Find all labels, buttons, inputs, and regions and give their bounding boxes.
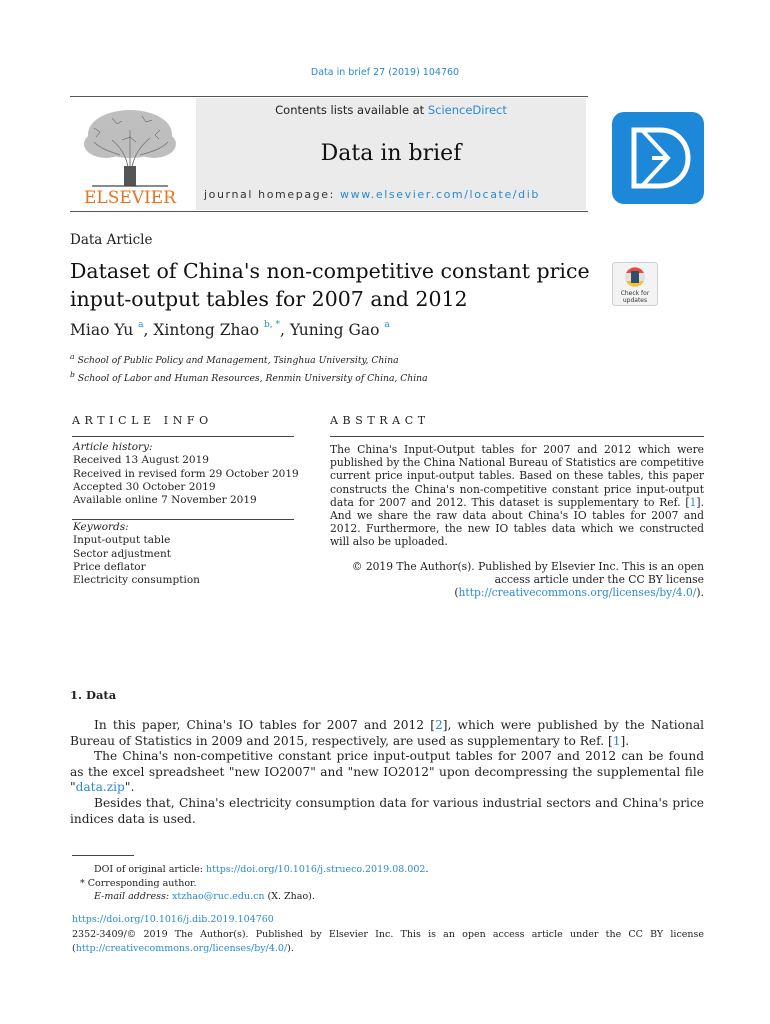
abstract-part: ]. And we share the raw data about China's IO tables for 2007 and 2012. Furthermore, the new IO tables data which we constructed will also be uploaded. [330,495,704,549]
text-run: DOI of original article: [94,864,206,875]
footnote-rule [72,855,134,856]
history-label: Article history: [73,441,153,453]
affiliation-text: School of Public Policy and Management, Tsinghua University, China [77,355,399,367]
abstract-rule [330,436,704,437]
body-paragraph [70,718,704,749]
section-body [70,718,704,827]
check-for-updates-icon[interactable] [612,262,658,306]
article-type: Data Article [70,232,153,248]
article-info-heading: ARTICLE INFO [72,414,213,427]
abstract-part: The China's Input-Output tables for 2007 and 2012 which were published by the China National Bureau of Statistics are competitive current price input-output tables. Based on these tables, this paper constructs the China's non-competitive constant price input-output data for 2007 and 2012. This dataset is supplementary to Ref. [ [330,443,704,509]
paper-title: Dataset of China's non-competitive constant price input-output tables for 2007 and 2012 [70,259,590,311]
license-statement [72,928,704,955]
keywords-rule [72,519,294,520]
article-history [73,441,299,507]
contents-prefix: Contents lists available at [275,103,428,117]
article-doi-link[interactable]: https://doi.org/10.1016/j.dib.2019.104760 [72,914,274,925]
header-bottom-rule [70,211,588,212]
history-item: Accepted 30 October 2019 [73,480,216,493]
text-run: . [425,864,429,875]
text-run: In this paper, China's IO tables for 2007 and 2012 [ [94,718,435,732]
data-zip-link[interactable]: data.zip [75,780,125,795]
keyword-item: Sector adjustment [73,547,171,560]
section-heading: 1. Data [70,688,117,702]
reference-link[interactable]: 2 [434,718,443,732]
keywords [73,521,200,587]
homepage-link[interactable]: www.elsevier.com/locate/dib [340,188,540,201]
data-in-brief-logo-icon [612,112,704,204]
contents-line [196,103,586,117]
history-item: Received in revised form 29 October 2019 [73,467,299,480]
journal-homepage-line [204,188,540,201]
keyword-item: Input-output table [73,534,171,547]
affiliation-text: School of Labor and Human Resources, Renmin University of China, China [77,373,428,385]
author-name: Xintong Zhao [153,321,260,339]
text-run: E-mail address: [94,891,173,902]
author-name: Miao Yu [70,321,134,339]
footnote-doi [72,863,428,877]
footnote-corresponding: * Corresponding author. [80,877,197,889]
affiliation-item [70,350,428,368]
sciencedirect-link[interactable]: ScienceDirect [427,103,507,117]
cc-license-link[interactable]: http://creativecommons.org/licenses/by/4.0/ [458,586,697,600]
affiliation-item [70,368,428,386]
affiliation-sup: a [70,352,75,361]
abstract-copyright [330,560,704,600]
body-paragraph [70,749,704,796]
footnote-email [72,890,428,904]
header-top-rule [70,96,588,97]
author-name: Yuning Gao [289,321,380,339]
keywords-label: Keywords: [73,521,129,533]
abstract-heading: ABSTRACT [330,414,430,427]
badge-text-check: Check for [620,290,650,297]
reference-link[interactable]: 1 [689,495,697,509]
affiliation-sup: b [70,370,75,380]
elsevier-wordmark: ELSEVIER [84,188,176,206]
keyword-item: Price deflator [73,560,146,573]
history-item: Available online 7 November 2019 [73,494,257,507]
text-run: 2352-3409/© 2019 The Author(s). Published by Elsevier Inc. This is an open access article under the CC BY license ( [72,929,704,954]
abstract-text [330,443,704,549]
journal-title: Data in brief [320,141,462,166]
text-run: (X. Zhao). [264,891,315,902]
copyright-text: © 2019 The Author(s). Published by Elsevier Inc. This is an open access article under the CC BY license ( [351,560,704,600]
homepage-prefix: journal homepage: [204,188,341,201]
license-link[interactable]: http://creativecommons.org/licenses/by/4.0/ [75,942,288,954]
author-affiliation-sup[interactable]: b, * [264,319,280,330]
text-run: ). [287,942,294,954]
author-affiliation-sup[interactable]: a [384,319,390,330]
reference-link[interactable]: 1 [612,733,621,748]
text-run: ], which were published by the National Bureau of Statistics in 2009 and 2015, respectively, are used as supplementary to Ref. [ [70,718,705,748]
badge-text-updates: updates [622,297,648,304]
history-item: Received 13 August 2019 [73,454,209,467]
elsevier-tree-logo-icon [72,100,188,206]
text-run: ". [124,780,135,795]
journal-reference-link[interactable]: Data in brief 27 (2019) 104760 [310,67,460,78]
copyright-end: ). [696,586,704,600]
affiliations [70,350,428,386]
text-run: ]. [620,733,630,748]
body-paragraph: Besides that, China's electricity consumption data for various industrial sectors and China's price indices data is used. [70,795,704,826]
author-affiliation-sup[interactable]: a [138,319,144,330]
article-info-rule [72,436,294,437]
text-run: The China's non-competitive constant price input-output tables for 2007 and 2012 can be found as the excel spreadsheet "new IO2007" and "new IO2012" upon decompressing the supplemental file " [70,749,704,795]
author-list: Miao Yu $^a$, Xintong Zhao $^{b, *}$, Yuning Gao $^a$ [70,319,390,339]
original-doi-link[interactable]: https://doi.org/10.1016/j.strueco.2019.08.002 [205,864,426,875]
keyword-item: Electricity consumption [73,574,200,587]
footnotes [72,863,428,904]
email-link[interactable]: xtzhao@ruc.edu.cn [172,891,265,902]
